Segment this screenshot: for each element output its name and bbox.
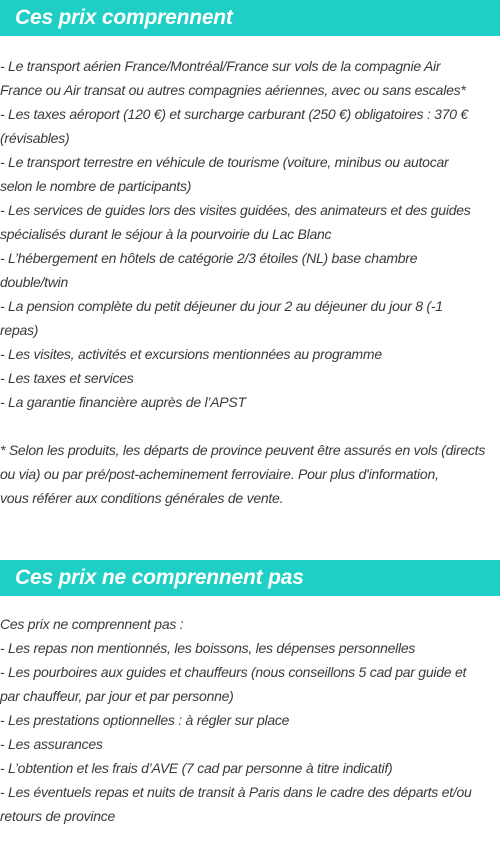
included-line: - La pension complète du petit déjeuner du jour 2 au déjeuner du jour 8 (-1 [0,298,443,314]
included-line: double/twin [0,274,69,290]
included-line: - Les services de guides lors des visites guidées, des animateurs et des guides [0,202,471,218]
included-line: repas) [0,322,39,338]
footnote-line: vous référer aux conditions générales de vente. [0,490,284,506]
excluded-line: - Les éventuels repas et nuits de transit à Paris dans le cadre des départs et/ou [0,784,472,800]
included-section-title: Ces prix comprennent [0,0,500,36]
included-line: - Le transport aérien France/Montréal/France sur vols de la compagnie Air [0,58,441,74]
footnote-line: * Selon les produits, les départs de province peuvent être assurés en vols (directs [0,442,486,458]
included-line: - Les visites, activités et excursions mentionnées au programme [0,346,382,362]
excluded-list [0,612,500,828]
excluded-line: - Les prestations optionnelles : à régler sur place [0,712,290,728]
excluded-section-title: Ces prix ne comprennent pas [0,560,500,596]
excluded-line: Ces prix ne comprennent pas : [0,616,184,632]
included-line: - Les taxes et services [0,370,134,386]
included-line: - La garantie financière auprès de l’APST [0,394,246,410]
included-line: France ou Air transat ou autres compagnies aériennes, avec ou sans escales* [0,82,466,98]
departure-footnote [0,438,500,510]
excluded-line: - L’obtention et les frais d’AVE (7 cad par personne à titre indicatif) [0,760,393,776]
included-list [0,54,500,414]
footnote-line: ou via) ou par pré/post-acheminement ferroviaire. Pour plus d'information, [0,466,439,482]
included-line: spécialisés durant le séjour à la pourvoirie du Lac Blanc [0,226,332,242]
included-line: - L’hébergement en hôtels de catégorie 2/3 étoiles (NL) base chambre [0,250,418,266]
excluded-line: - Les assurances [0,736,103,752]
excluded-line: par chauffeur, par jour et par personne) [0,688,234,704]
included-line: (révisables) [0,130,70,146]
included-line: - Le transport terrestre en véhicule de tourisme (voiture, minibus ou autocar [0,154,449,170]
included-line: - Les taxes aéroport (120 €) et surcharge carburant (250 €) obligatoires : 370 € [0,106,468,122]
excluded-line: - Les repas non mentionnés, les boissons, les dépenses personnelles [0,640,416,656]
included-line: selon le nombre de participants) [0,178,192,194]
excluded-line: - Les pourboires aux guides et chauffeurs (nous conseillons 5 cad par guide et [0,664,467,680]
excluded-line: retours de province [0,808,116,824]
